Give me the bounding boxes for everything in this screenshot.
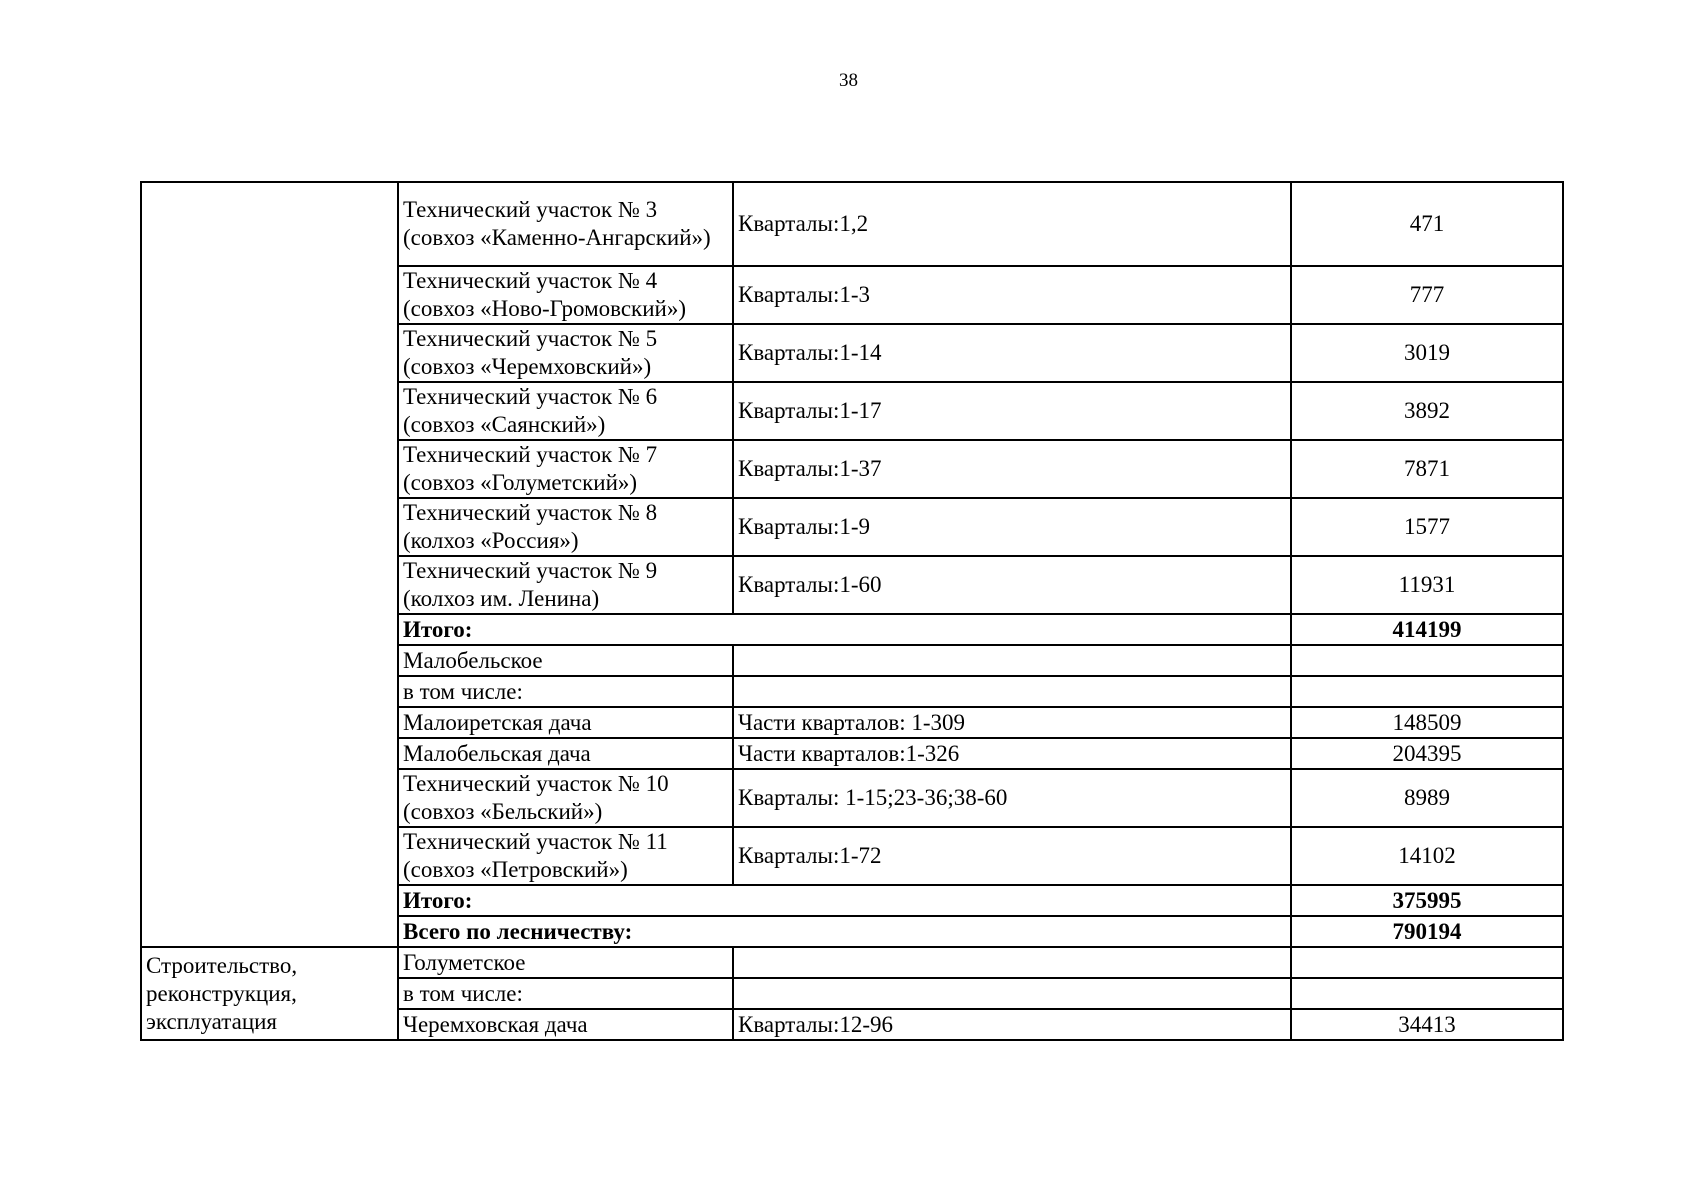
page-number: 38 [839,70,858,91]
purpose-cell: Строительство, реконструкция, эксплуатация [141,947,398,1040]
including-label: в том числе: [398,978,733,1009]
section-name-cell: Технический участок № 7 (совхоз «Голуметский») [398,440,733,498]
subtotal-label: Итого: [398,885,1291,916]
section-name-cell: Технический участок № 9 (колхоз им. Ленина) [398,556,733,614]
section-name-cell: Технический участок № 4 (совхоз «Ново-Громовский») [398,266,733,324]
section-name-cell: Черемховская дача [398,1009,733,1040]
quarters-cell: Кварталы:1-60 [733,556,1291,614]
forestry-heading: Малобельское [398,645,733,676]
table-row [141,182,1563,266]
quarters-cell: Части кварталов: 1-309 [733,707,1291,738]
quarters-cell: Кварталы: 1-15;23-36;38-60 [733,769,1291,827]
quarters-cell: Кварталы:12-96 [733,1009,1291,1040]
section-name-cell: Технический участок № 6 (совхоз «Саянский») [398,382,733,440]
quarters-cell: Кварталы:1-17 [733,382,1291,440]
section-name-cell: Технический участок № 10 (совхоз «Бельский») [398,769,733,827]
quarters-cell: Кварталы:1-14 [733,324,1291,382]
empty-cell [733,978,1291,1009]
subtotal-value: 414199 [1291,614,1563,645]
area-cell: 3892 [1291,382,1563,440]
forestry-heading: Голуметское [398,947,733,978]
grand-total-label: Всего по лесничеству: [398,916,1291,947]
area-cell: 471 [1291,182,1563,266]
quarters-cell: Части кварталов:1-326 [733,738,1291,769]
quarters-cell: Кварталы:1,2 [733,182,1291,266]
empty-cell [1291,947,1563,978]
subtotal-value: 375995 [1291,885,1563,916]
area-cell: 3019 [1291,324,1563,382]
area-cell: 34413 [1291,1009,1563,1040]
section-name-cell: Технический участок № 11 (совхоз «Петровский») [398,827,733,885]
area-cell: 8989 [1291,769,1563,827]
quarters-cell: Кварталы:1-72 [733,827,1291,885]
area-cell: 7871 [1291,440,1563,498]
area-cell: 14102 [1291,827,1563,885]
section-name-cell: Малоиретская дача [398,707,733,738]
empty-cell [733,947,1291,978]
empty-cell [733,676,1291,707]
quarters-cell: Кварталы:1-37 [733,440,1291,498]
section-name-cell: Технический участок № 3 (совхоз «Каменно-Ангарский») [398,182,733,266]
area-cell: 148509 [1291,707,1563,738]
empty-cell [1291,645,1563,676]
area-cell: 1577 [1291,498,1563,556]
area-cell: 204395 [1291,738,1563,769]
quarters-cell: Кварталы:1-3 [733,266,1291,324]
empty-cell [733,645,1291,676]
grand-total-value: 790194 [1291,916,1563,947]
area-cell: 11931 [1291,556,1563,614]
purpose-cell-empty [141,182,398,947]
forestry-heading-row [141,947,1563,978]
quarters-cell: Кварталы:1-9 [733,498,1291,556]
including-label: в том числе: [398,676,733,707]
empty-cell [1291,676,1563,707]
section-name-cell: Технический участок № 8 (колхоз «Россия») [398,498,733,556]
forestry-table [140,181,1564,1041]
empty-cell [1291,978,1563,1009]
section-name-cell: Малобельская дача [398,738,733,769]
area-cell: 777 [1291,266,1563,324]
section-name-cell: Технический участок № 5 (совхоз «Черемховский») [398,324,733,382]
subtotal-label: Итого: [398,614,1291,645]
